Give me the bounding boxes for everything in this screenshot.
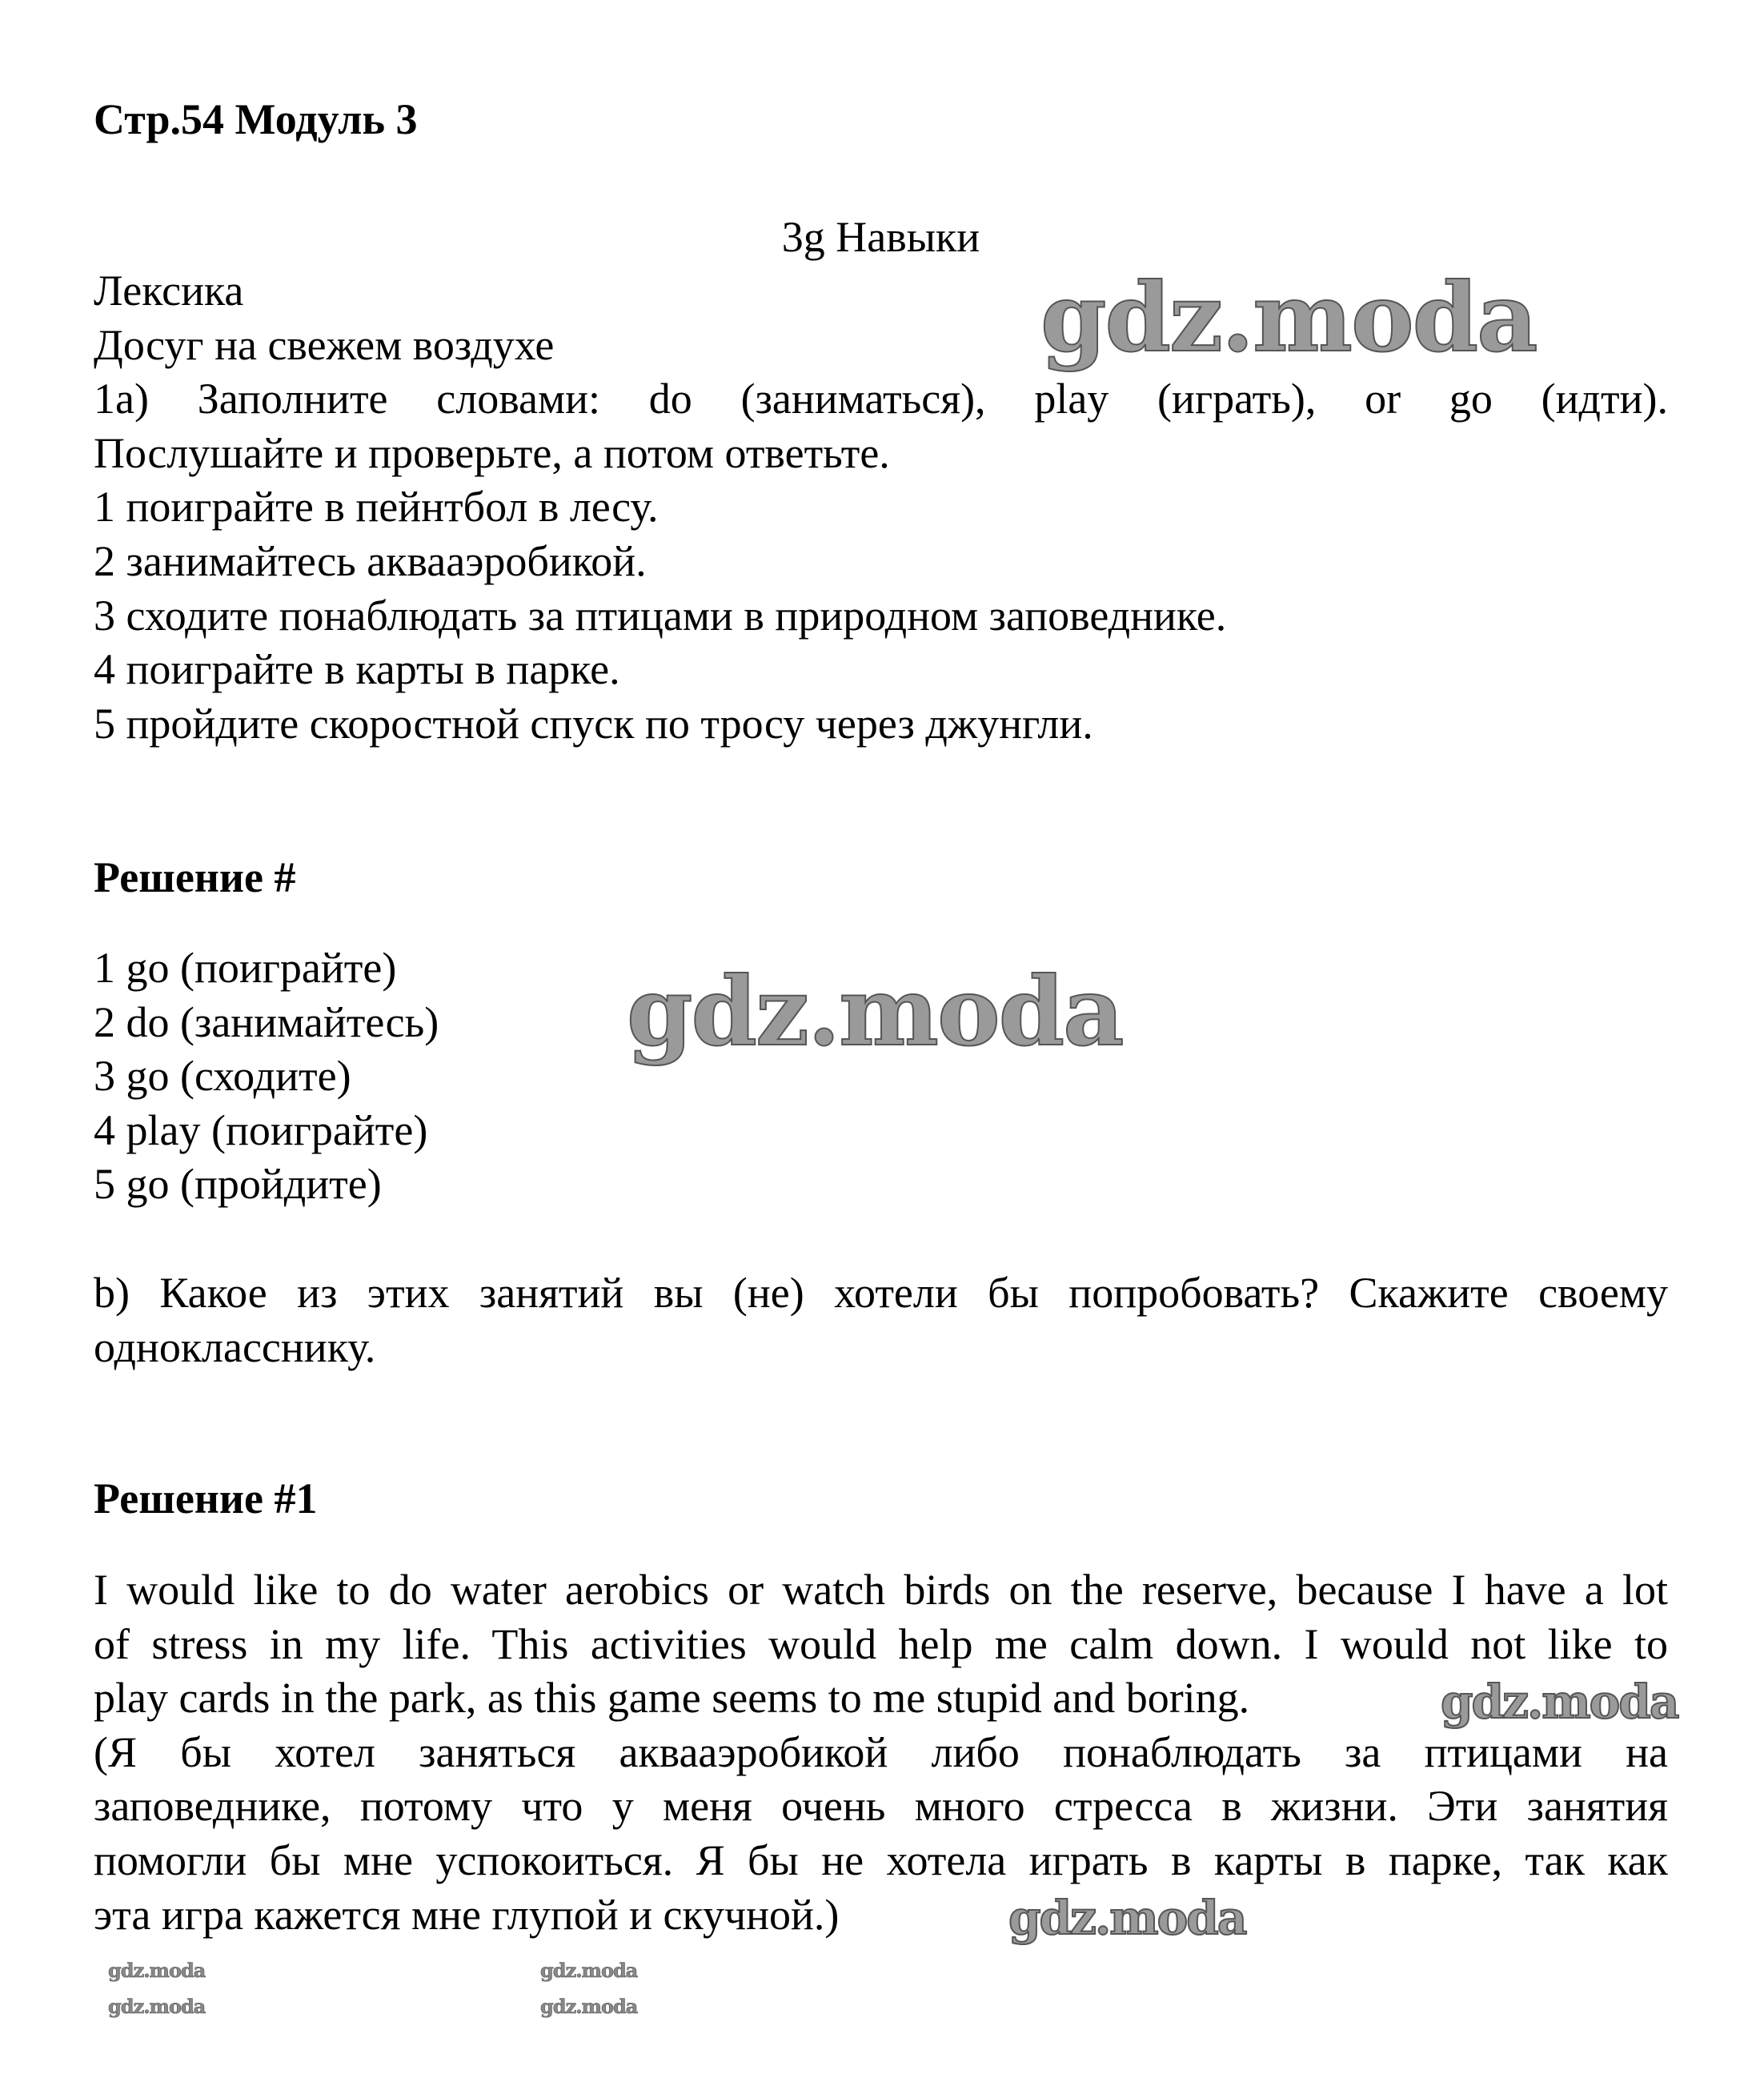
solution-1-text: I would like to do water aerobics or watch birds on the reserve, because I have a lot of stress in my life. This activities would help me calm down. I would not like to play cards in the park, as this game seems to me stupid and boring. (Я бы хотел заняться аквааэробикой либо понаблюдать за птицами на заповеднике, потому что у меня очень много стресса в жизни. Эти занятия помогли бы мне успокоиться. Я бы не хотела играть в карты в парке, так как эта игра кажется мне глупой и скучной.) bbox=[94, 1566, 1668, 1939]
solution-1-heading: Решение #1 bbox=[94, 1474, 318, 1522]
task-item: 2 занимайтесь аквааэробикой. bbox=[94, 536, 647, 585]
watermark-small: gdz.moda bbox=[540, 1995, 638, 2018]
answer-item: 4 play (поиграйте) bbox=[94, 1105, 428, 1154]
watermark-small: gdz.moda bbox=[108, 1995, 206, 2018]
answer-item: 1 go (поиграйте) bbox=[94, 944, 397, 992]
task-line: Послушайте и проверьте, а потом ответьте. bbox=[94, 428, 890, 477]
task-item: 1 поиграйте в пейнтбол в лесу. bbox=[94, 483, 659, 532]
watermark-small: gdz.moda bbox=[108, 1959, 206, 1982]
watermark-logo: gdz.moda bbox=[1040, 262, 1537, 373]
task-b: b) Какое из этих занятий вы (не) хотели бы попробовать? Скажите своему однокласснику. bbox=[94, 1269, 1668, 1371]
watermark-logo: gdz.moda bbox=[627, 956, 1123, 1067]
answer-item: 5 go (пройдите) bbox=[94, 1160, 382, 1209]
watermark-logo: gdz.moda bbox=[1008, 1891, 1246, 1945]
section-title: 3g Навыки bbox=[781, 213, 980, 261]
task-line: Лексика bbox=[94, 267, 244, 315]
answers-list bbox=[94, 941, 1668, 1212]
task-item: 3 сходите понаблюдать за птицами в природном заповеднике. bbox=[94, 591, 1227, 640]
answer-item: 2 do (занимайтесь) bbox=[94, 997, 439, 1046]
task-text bbox=[94, 264, 1668, 751]
task-line: 1a) Заполните словами: do (заниматься), play (играть), or go (идти). bbox=[94, 375, 1668, 423]
solution-heading: Решение # bbox=[94, 853, 296, 901]
answer-item: 3 go (сходите) bbox=[94, 1052, 351, 1101]
watermark-logo: gdz.moda bbox=[1441, 1675, 1678, 1729]
task-item: 4 поиграйте в карты в парке. bbox=[94, 645, 620, 694]
task-item: 5 пройдите скоростной спуск по тросу через джунгли. bbox=[94, 699, 1093, 748]
watermark-small: gdz.moda bbox=[540, 1959, 638, 1982]
task-line: Досуг на свежем воздухе bbox=[94, 320, 555, 369]
page-title: Стр.54 Модуль 3 bbox=[94, 95, 418, 143]
